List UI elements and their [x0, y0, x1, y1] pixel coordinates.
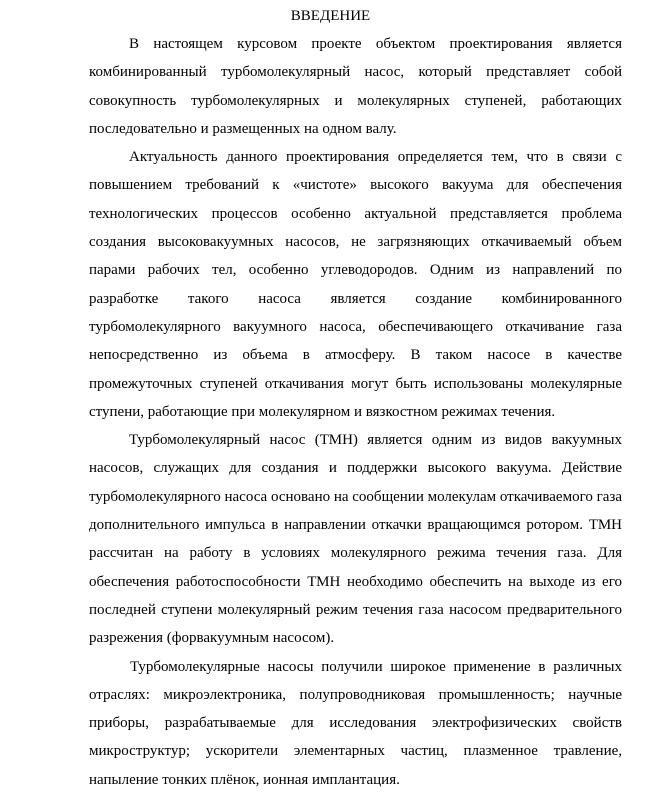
paragraph-4: Турбомолекулярные насосы получили широкое применение в различных отраслях: микроэлектроника, полупроводниковая промышленность; научные приборы, разрабатываемые для исследования электрофизических свойств микроструктур; ускорители элементарных частиц, плазменное травление, напыление тонких плёнок, ионная имплантация.	[89, 658, 622, 788]
document-title: ВВЕДЕНИЕ	[290, 8, 371, 24]
paragraph-2: Актуальность данного проектирования определяется тем, что в связи с повышением требований к «чистоте» высокого вакуума для обеспечения технологических процессов особенно актуальной представляется проблема создания высоковакуумных насосов, не загрязняющих откачиваемый объем парами рабочих тел, особенно углеводородов. Одним из направлений по разработке такого насоса является создание комбинированного турбомолекулярного вакуумного насоса, обеспечивающего откачивание газа непосредственно из объема в атмосферу. В таком насосе в качестве промежуточных ступеней откачивания могут быть использованы молекулярные ступени, работающие при молекулярном и вязкостном режимах течения.	[89, 149, 622, 420]
paragraph-3: Турбомолекулярный насос (ТМН) является одним из видов вакуумных насосов, служащих для создания и поддержки высокого вакуума. Действие турбомолекулярного насоса основано на сообщении молекулам откачиваемого газа дополнительного импульса в направлении откачки вращающимся ротором. ТМН рассчитан на работу в условиях молекулярного режима течения газа. Для обеспечения работоспособности ТМН необходимо обеспечить на выходе из его последней ступени молекулярный режим течения газа насосом предварительного разрежения (форвакуумным насосом).	[89, 432, 623, 647]
paragraph-1: В настоящем курсовом проекте объектом проектирования является комбинированный турбомолекулярный насос, который представляет собой совокупность турбомолекулярных и молекулярных ступеней, работающих последовательно и размещенных на одном валу.	[89, 36, 622, 137]
